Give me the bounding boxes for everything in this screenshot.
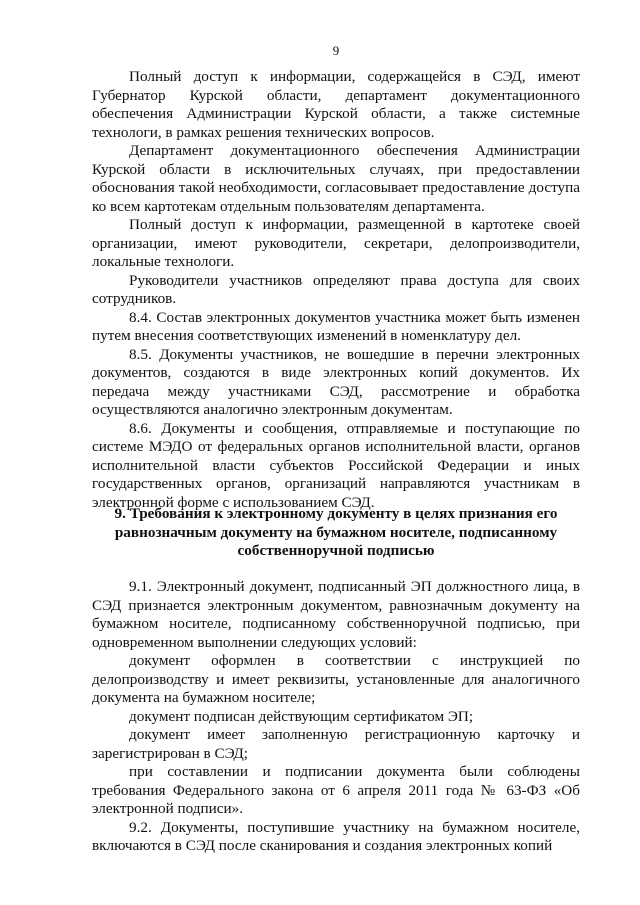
paragraph-department-access: Департамент документационного обеспечения Администрации Курской области в исключительных случаях, при предоставлении обоснования такой необходимости, согласовывает предоставление доступа ко всем картотекам отдельным пользователям департамента. <box>92 142 580 215</box>
body-text-after-section <box>92 578 580 856</box>
paragraph-9-1: 9.1. Электронный документ, подписанный ЭП должностного лица, в СЭД признается электронным документом, равнозначным документу на бумажном носителе, подписанному собственноручной подписью, при одновременном выполнении следующих условий: <box>92 578 580 651</box>
condition-law-requirements: при составлении и подписании документа были соблюдены требования Федерального закона от 6 апреля 2011 года № 63-ФЗ «Об электронной подписи». <box>92 763 580 817</box>
section-heading-line: 9. Требования к электронному документу в целях признания его <box>114 505 558 522</box>
paragraph-8-5: 8.5. Документы участников, не вошедшие в перечни электронных документов, создаются в виде электронных копий документов. Их передача между участниками СЭД, рассмотрение и обработка осуществляются аналогично электронным документам. <box>92 345 580 418</box>
paragraph-full-access: Полный доступ к информации, содержащейся в СЭД, имеют Губернатор Курской области, департамент документационного обеспечения Администрации Курской области, а также системные технологи, в рамках решения технических вопросов. <box>92 68 580 141</box>
paragraph-9-2: 9.2. Документы, поступившие участнику на бумажном носителе, включаются в СЭД после сканирования и создания электронных копий <box>92 818 580 854</box>
paragraph-access-rights: Руководители участников определяют права доступа для своих сотрудников. <box>92 271 580 307</box>
section-9-heading <box>92 505 580 561</box>
paragraph-8-6: 8.6. Документы и сообщения, отправляемые и поступающие по системе МЭДО от федеральных органов исполнительной власти, органов исполнительной власти субъектов Российской Федерации и иных государственных органов, организаций направляются участникам в электронной форме с использованием СЭД. <box>92 419 580 511</box>
section-heading-line: равнозначным документу на бумажном носителе, подписанному <box>114 523 558 541</box>
body-text-before-section <box>92 68 580 512</box>
paragraph-8-4: 8.4. Состав электронных документов участника может быть изменен путем внесения соответствующих изменений в номенклатуру дел. <box>92 308 580 344</box>
paragraph-organization-access: Полный доступ к информации, размещенной в картотеке своей организации, имеют руководители, секретари, делопроизводители, локальные технологи. <box>92 216 580 270</box>
condition-signed: документ подписан действующим сертификатом ЭП; <box>129 707 474 725</box>
condition-registered: документ имеет заполненную регистрационную карточку и зарегистрирован в СЭД; <box>92 726 580 762</box>
page-number: 9 <box>332 43 340 58</box>
section-heading-line: собственноручной подписью <box>237 542 435 559</box>
condition-formatted: документ оформлен в соответствии с инструкцией по делопроизводству и имеет реквизиты, установленные для аналогичного документа на бумажном носителе; <box>92 652 580 706</box>
